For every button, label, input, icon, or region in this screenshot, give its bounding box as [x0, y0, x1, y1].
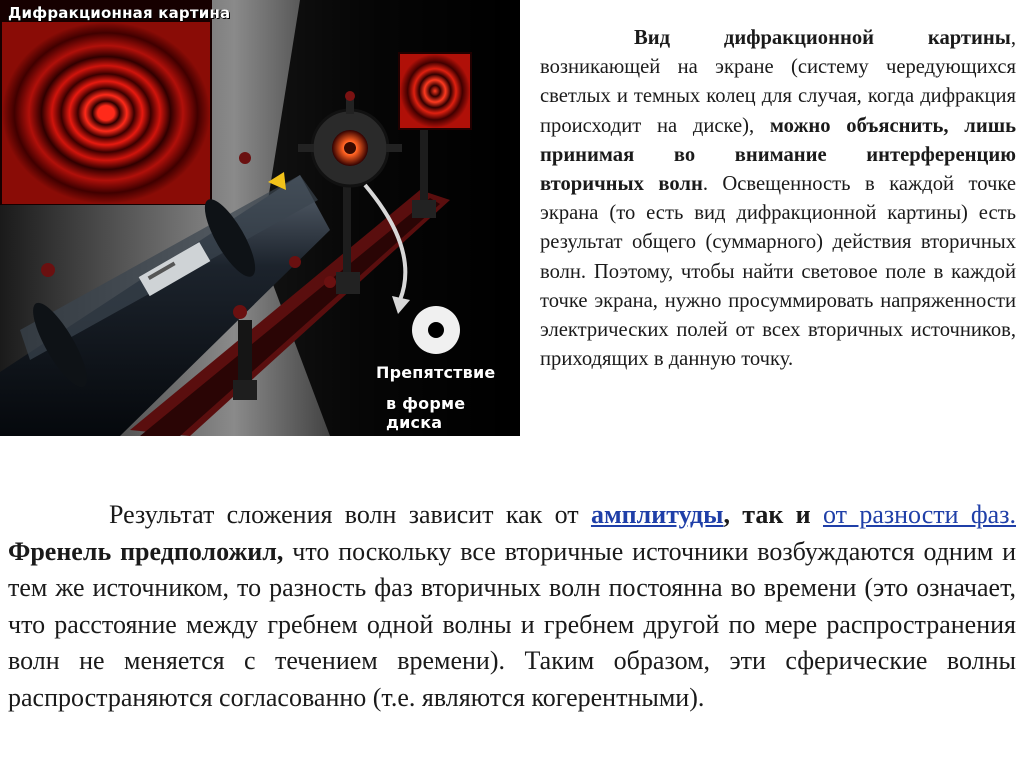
fresnel-part1: Результат сложения волн зависит как от — [109, 500, 591, 529]
diffraction-pattern-title: Дифракционная картина — [8, 4, 231, 22]
explanation-bold-intro: Вид дифракционной картины — [634, 27, 1011, 49]
fresnel-paragraph — [8, 497, 1016, 716]
phase-difference-link[interactable]: от разности фаз. — [822, 500, 1016, 529]
diffraction-setup-illustration — [0, 0, 520, 436]
explanation-bold-interference: можно объяснить, лишь принимая во внимание интерференцию вторичных волн — [540, 114, 1016, 196]
fresnel-part2: , так и — [723, 500, 823, 529]
explanation-part1: , возникающей на экране (систему чередующихся светлых и темных колец для случая, когда дифракция происходит на диске), — [540, 27, 1016, 137]
fresnel-bold-statement: Френель предположил, — [8, 536, 284, 566]
diffraction-explanation-paragraph — [540, 24, 1016, 374]
explanation-part2: . Освещенность в каждой точке экрана (то есть вид дифракционной картины) есть результат общего (суммарного) действия вторичных волн. Поэтому, чтобы найти световое поле в каждой точке экрана, нужно просуммировать напряженности электрических полей от всех вторичных источников, приходящих в данную точку. — [540, 173, 1016, 371]
fresnel-part3: что поскольку все вторичные источники возбуждаются одним и тем же источником, то разность фаз вторичных волн постоянна во времени (это означает, что расстояние между гребнем одной волны и гребнем другой по мере распространения волн не меняется с течением времени). Таким образом, эти сферические волны распространяются согласованно (т.е. являются когерентными). — [8, 536, 1016, 712]
obstacle-caption-line1: Препятствие — [376, 363, 496, 382]
amplitude-link[interactable]: амплитуды — [590, 500, 724, 529]
obstacle-caption-line2: в форме диска — [386, 394, 466, 432]
